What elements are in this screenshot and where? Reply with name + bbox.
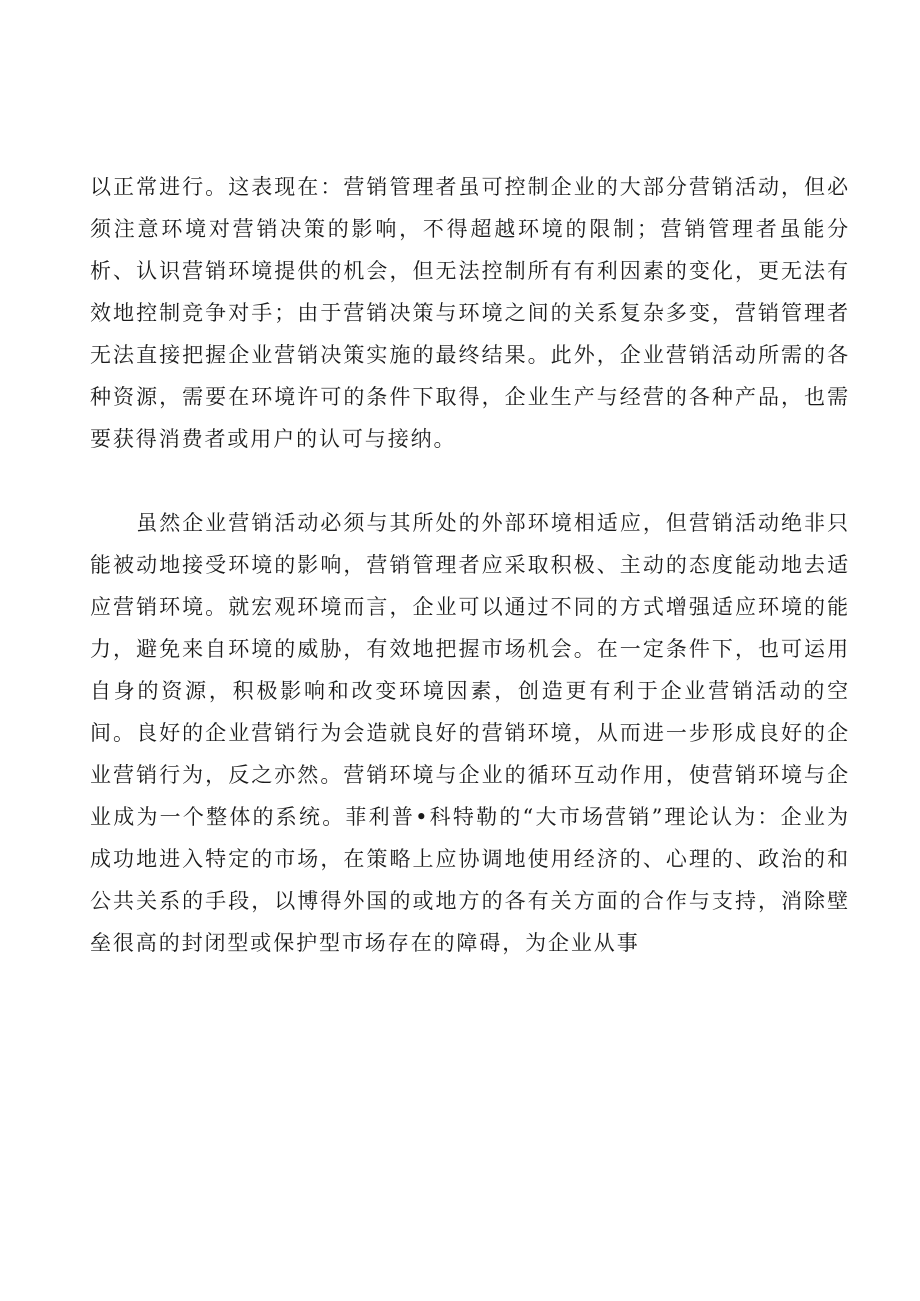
document-body <box>90 166 850 964</box>
paragraph-environment-adaptation: 虽然企业营销活动必须与其所处的外部环境相适应，但营销活动绝非只能被动地接受环境的影响，营销管理者应采取积极、主动的态度能动地去适应营销环境。就宏观环境而言，企业可以通过不同的方式增强适应环境的能力，避免来自环境的威胁，有效地把握市场机会。在一定条件下，也可运用自身的资源，积极影响和改变环境因素，创造更有利于企业营销活动的空间。良好的企业营销行为会造就良好的营销环境，从而进一步形成良好的企业营销行为，反之亦然。营销环境与企业的循环互动作用，使营销环境与企业成为一个整体的系统。菲利普•科特勒的“大市场营销”理论认为：企业为成功地进入特定的市场，在策略上应协调地使用经济的、心理的、政治的和公共关系的手段，以博得外国的或地方的各有关方面的合作与支持，消除壁垒很高的封闭型或保护型市场存在的障碍，为企业从事 <box>90 511 850 955</box>
paragraph-environment-constraints: 以正常进行。这表现在：营销管理者虽可控制企业的大部分营销活动，但必须注意环境对营销决策的影响，不得超越环境的限制；营销管理者虽能分析、认识营销环境提供的机会，但无法控制所有有利因素的变化，更无法有效地控制竞争对手；由于营销决策与环境之间的关系复杂多变，营销管理者无法直接把握企业营销决策实施的最终结果。此外，企业营销活动所需的各种资源，需要在环境许可的条件下取得，企业生产与经营的各种产品，也需要获得消费者或用户的认可与接纳。 <box>90 175 850 451</box>
